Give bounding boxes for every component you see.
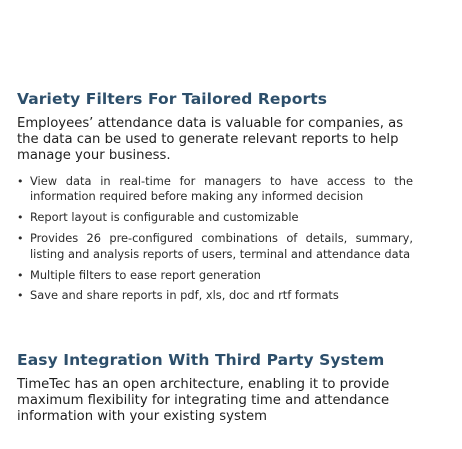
bullet-icon: •: [17, 174, 24, 188]
list-item-text: Report layout is configurable and customizable: [30, 210, 299, 225]
bullet-icon: •: [17, 289, 24, 303]
list-item-text: Provides 26 pre-configured combinations of details, summary, listing and analysis reports of users, terminal and attendance data: [30, 231, 413, 261]
list-item: [17, 210, 413, 226]
list-item: [17, 288, 413, 304]
feature-list: [17, 174, 413, 305]
list-item: [17, 174, 413, 206]
section-heading: Variety Filters For Tailored Reports: [17, 90, 328, 108]
list-item: [17, 268, 413, 284]
section-variety-filters: [17, 90, 413, 309]
list-item-text: View data in real-time for managers to have access to the information required before making any informed decision: [30, 173, 413, 204]
bullet-icon: •: [17, 211, 24, 225]
list-item-text: Multiple filters to ease report generation: [30, 267, 261, 282]
section-intro: Employees’ attendance data is valuable for companies, as the data can be used to generate relevant reports to help manage your business.: [17, 116, 404, 164]
list-item: [17, 231, 413, 263]
section-easy-integration: [17, 351, 413, 426]
list-item-text: Save and share reports in pdf, xls, doc and rtf formats: [30, 288, 339, 303]
section-intro: TimeTec has an open architecture, enabling it to provide maximum flexibility for integrating time and attendance information with your existing system: [17, 377, 390, 425]
section-heading: Easy Integration With Third Party System: [17, 351, 385, 369]
bullet-icon: •: [17, 232, 24, 245]
bullet-icon: •: [17, 268, 24, 282]
